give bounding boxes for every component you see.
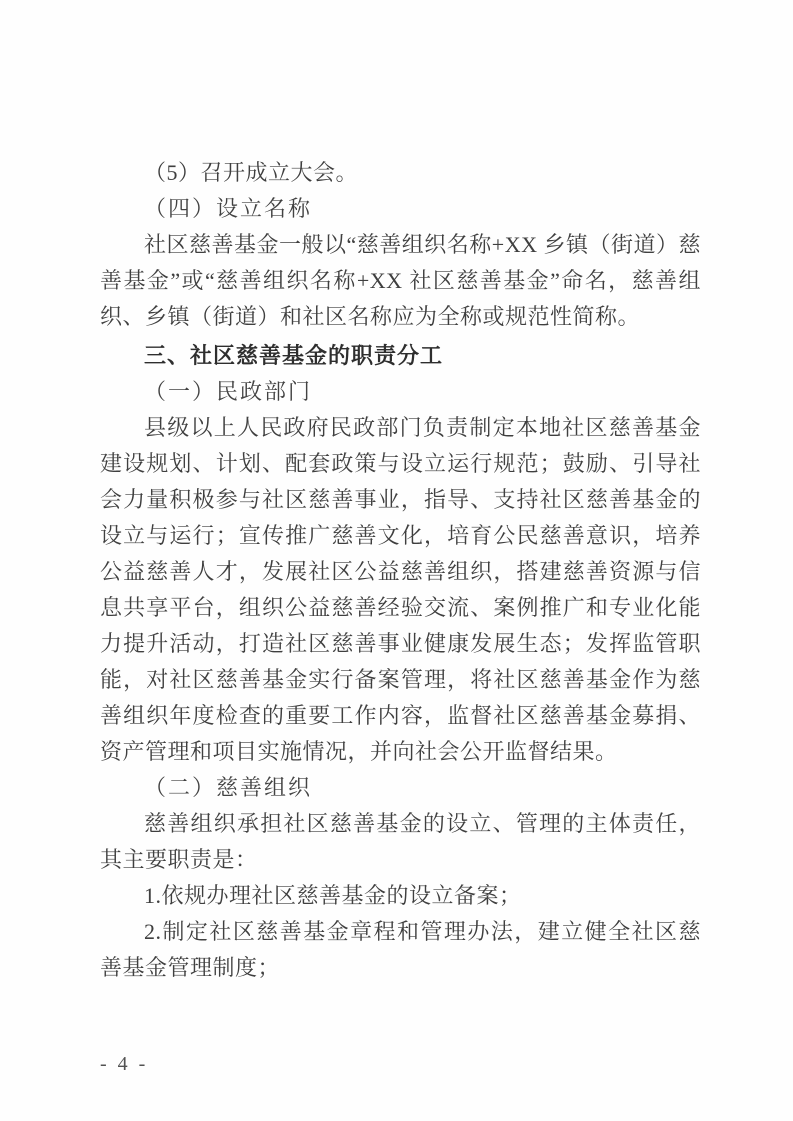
paragraph-step-5: （5）召开成立大会。 (144, 160, 359, 185)
paragraph-civil-affairs-duties: 县级以上人民政府民政部门负责制定本地社区慈善基金建设规划、计划、配套政策与设立运行规范；鼓励、引导社会力量积极参与社区慈善事业，指导、支持社区慈善基金的设立与运行；宣传推广慈善文化，培育公民慈善意识，培养公益慈善人才，发展社区公益慈善组织，搭建慈善资源与信息共享平台，组织公益慈善经验交流、案例推广和专业化能力提升活动，打造社区慈善事业健康发展生态；发挥监管职能，对社区慈善基金实行备案管理，将社区慈善基金作为慈善组织年度检查的重要工作内容，监督社区慈善基金募捐、资产管理和项目实施情况，并向社会公开监督结果。 (100, 415, 701, 764)
list-item-1: 1.依规办理社区慈善基金的设立备案； (144, 883, 522, 908)
subsection-heading-one: （一）民政部门 (144, 379, 313, 404)
page-number: - 4 - (100, 1053, 149, 1075)
list-item-2: 2.制定社区慈善基金章程和管理办法，建立健全社区慈善基金管理制度； (100, 919, 701, 980)
subsection-heading-two: （二）慈善组织 (144, 775, 313, 800)
paragraph-naming-rule: 社区慈善基金一般以“慈善组织名称+XX 乡镇（街道）慈善基金”或“慈善组织名称+XX 社区慈善基金”命名，慈善组织、乡镇（街道）和社区名称应为全称或规范性简称。 (100, 232, 701, 329)
paragraph-charity-org-duties: 慈善组织承担社区慈善基金的设立、管理的主体责任，其主要职责是： (100, 811, 701, 872)
document-body (100, 155, 701, 986)
subsection-heading-four: （四）设立名称 (144, 196, 313, 221)
section-heading-three: 三、社区慈善基金的职责分工 (144, 343, 444, 368)
